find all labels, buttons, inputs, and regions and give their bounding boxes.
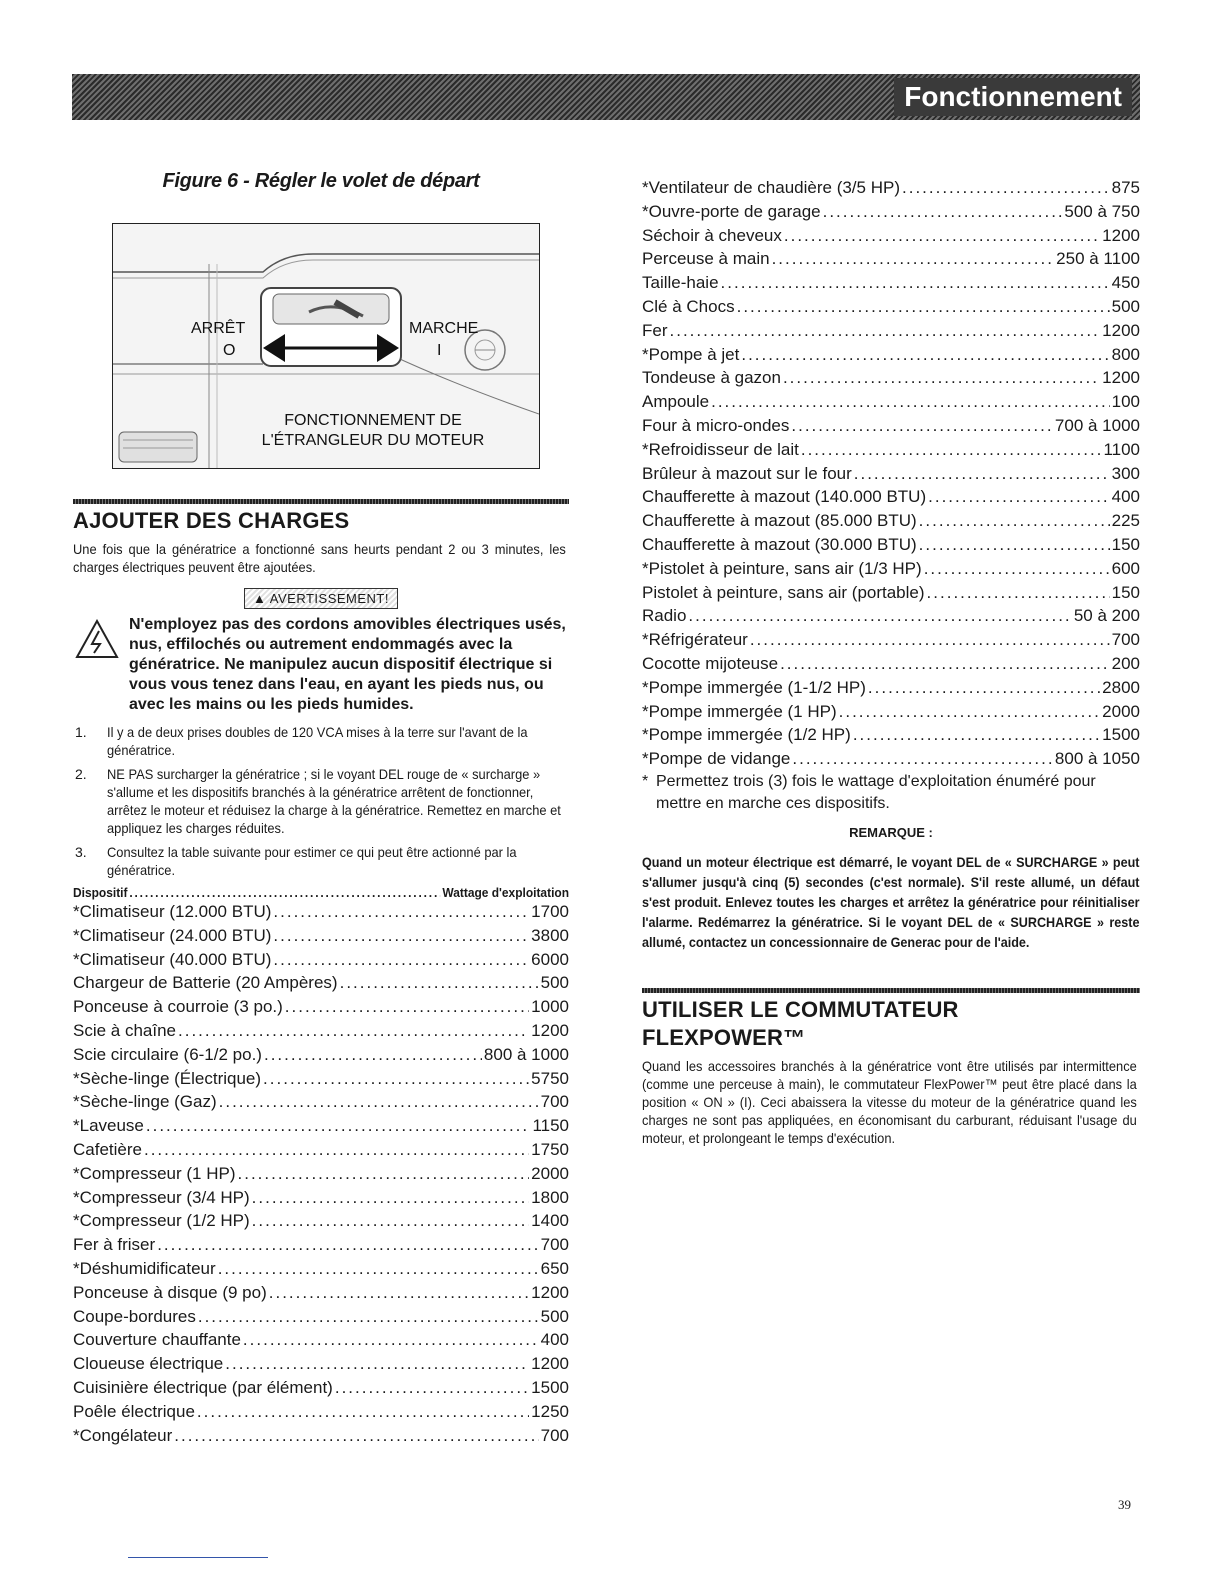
section-title: Fonctionnement xyxy=(894,78,1132,116)
table-row xyxy=(642,295,1140,319)
device-wattage: 1700 xyxy=(531,902,569,921)
device-wattage: 500 xyxy=(540,1306,569,1326)
remark-body: Quand un moteur électrique est démarré, le voyant DEL de « SURCHARGE » peut s'allumer jusqu'à cinq (5) secondes (c'est normale). S'il reste allumé, un défaut s'est produit. Enlevez toutes les charges et arrêtez la génératrice pour réinitialiser l'alarme. Redémarrez la génératrice. Si le voyant DEL de « SURCHARGE » reste allumé, contactez un concessionnaire de Generac pour de l'aide. xyxy=(642,853,1140,950)
device-name: Cuisinière électrique (par élément) xyxy=(73,1377,333,1397)
table-row xyxy=(73,1186,569,1210)
table-row xyxy=(73,1209,569,1233)
device-name: Couverture chauffante xyxy=(73,1330,241,1350)
device-name: Pistolet à peinture, sans air (portable) xyxy=(642,582,925,602)
table-row xyxy=(73,1376,569,1400)
device-name: *Climatiseur (40.000 BTU) xyxy=(73,949,272,969)
device-wattage: 1400 xyxy=(531,1211,569,1231)
device-wattage: 150 xyxy=(1111,534,1140,554)
device-wattage: 5750 xyxy=(531,1068,569,1088)
device-wattage: 1100 xyxy=(1103,439,1140,459)
device-wattage: 1000 xyxy=(531,997,569,1017)
figure-label-on-symbol: I xyxy=(437,342,442,359)
step-number: 1. xyxy=(75,724,87,740)
device-name: Chaufferette à mazout (30.000 BTU) xyxy=(642,534,917,554)
figure-label-bottom-line1: FONCTIONNEMENT DE xyxy=(284,412,462,429)
device-name: Tondeuse à gazon xyxy=(642,368,781,388)
device-name: Perceuse à main xyxy=(642,249,770,269)
device-name: Coupe-bordures xyxy=(73,1306,196,1326)
table-row xyxy=(642,200,1140,224)
device-wattage: 1150 xyxy=(532,1116,569,1136)
device-wattage: 2000 xyxy=(1102,701,1140,721)
device-wattage: 400 xyxy=(1111,487,1140,507)
device-name: Chaufferette à mazout (140.000 BTU) xyxy=(642,487,927,507)
device-wattage: 1500 xyxy=(1102,725,1140,745)
table-row xyxy=(73,1090,569,1114)
list-item xyxy=(73,765,569,837)
section-divider xyxy=(73,499,569,504)
device-name: Fer xyxy=(642,320,668,340)
table-row xyxy=(642,652,1140,676)
device-name: Cocotte mijoteuse xyxy=(642,653,779,673)
device-wattage: 700 xyxy=(540,1425,569,1445)
device-name: *Pompe immergée (1-1/2 HP) xyxy=(642,677,866,697)
device-wattage: 1200 xyxy=(1102,320,1140,340)
table-row xyxy=(73,1352,569,1376)
device-wattage: 500 à 750 xyxy=(1064,201,1140,221)
table-row xyxy=(642,366,1140,390)
table-row xyxy=(73,1281,569,1305)
device-wattage: 800 à 1000 xyxy=(483,1044,569,1064)
list-item xyxy=(73,843,569,879)
device-wattage: 6000 xyxy=(531,949,569,969)
warning-label: AVERTISSEMENT! xyxy=(269,591,389,606)
device-wattage: 1200 xyxy=(531,1020,569,1040)
table-row xyxy=(73,1400,569,1424)
device-name: Chaufferette à mazout (85.000 BTU) xyxy=(642,511,917,531)
table-row xyxy=(73,1162,569,1186)
table-row xyxy=(73,1257,569,1281)
device-wattage: 700 à 1000 xyxy=(1054,415,1140,435)
table-row xyxy=(73,924,569,948)
device-wattage: 2800 xyxy=(1102,677,1140,697)
table-row xyxy=(73,1043,569,1067)
device-wattage: 100 xyxy=(1111,392,1140,412)
device-name: Ampoule xyxy=(642,392,710,412)
device-name: Ponceuse à courroie (3 po.) xyxy=(73,997,283,1017)
device-wattage: 1800 xyxy=(531,1187,569,1207)
table-row xyxy=(642,462,1140,486)
steps-list xyxy=(73,723,569,879)
remark-title: REMARQUE : xyxy=(849,824,933,840)
device-name: *Climatiseur (24.000 BTU) xyxy=(73,925,272,945)
table-row xyxy=(642,604,1140,628)
device-name: *Pompe immergée (1/2 HP) xyxy=(642,725,851,745)
table-row xyxy=(73,1328,569,1352)
flexpower-title-line2: FLEXPOWER™ xyxy=(642,1024,806,1050)
device-wattage: 200 xyxy=(1111,653,1140,673)
table-row xyxy=(642,319,1140,343)
flexpower-title-line1: UTILISER LE COMMUTATEUR xyxy=(642,996,959,1022)
figure-label-bottom-line2: L'ÉTRANGLEUR DU MOTEUR xyxy=(261,432,485,449)
device-wattage: 700 xyxy=(1111,630,1140,650)
device-name: *Ouvre-porte de garage xyxy=(642,201,821,221)
table-row xyxy=(73,948,569,972)
device-wattage: 500 xyxy=(540,973,569,993)
device-name: *Climatiseur (12.000 BTU) xyxy=(73,902,272,921)
electrical-hazard-icon xyxy=(75,619,119,659)
device-wattage: 1250 xyxy=(531,1401,569,1421)
figure-label-on: MARCHE xyxy=(409,320,479,337)
device-name: *Ventilateur de chaudière (3/5 HP) xyxy=(642,178,900,197)
device-name: *Compresseur (3/4 HP) xyxy=(73,1187,250,1207)
table-row xyxy=(73,1019,569,1043)
device-name: *Pompe immergée (1 HP) xyxy=(642,701,837,721)
device-name: Séchoir à cheveux xyxy=(642,225,782,245)
device-wattage: 150 xyxy=(1111,582,1140,602)
table-row xyxy=(642,581,1140,605)
device-name: *Pompe à jet xyxy=(642,344,740,364)
device-name: Radio xyxy=(642,606,687,626)
add-loads-intro: Une fois que la génératrice a fonctionné sans heurts pendant 2 ou 3 minutes, les charges électriques peuvent être ajoutées. xyxy=(73,541,566,575)
table-row xyxy=(642,343,1140,367)
table-row xyxy=(642,533,1140,557)
table-row xyxy=(642,747,1140,771)
table-row xyxy=(642,176,1140,200)
device-wattage: 50 à 200 xyxy=(1073,606,1140,626)
table-row xyxy=(642,485,1140,509)
device-name: *Pistolet à peinture, sans air (1/3 HP) xyxy=(642,558,922,578)
device-name: Brûleur à mazout sur le four xyxy=(642,463,852,483)
device-name: Ponceuse à disque (9 po) xyxy=(73,1282,267,1302)
device-wattage: 1200 xyxy=(531,1354,569,1374)
device-name: Taille-haie xyxy=(642,273,719,293)
choke-figure xyxy=(112,223,540,469)
figure-label-off: ARRÊT xyxy=(191,320,246,337)
device-wattage: 1200 xyxy=(531,1282,569,1302)
page-number: 39 xyxy=(1118,1497,1131,1512)
step-number: 3. xyxy=(75,844,87,860)
device-name: Poêle électrique xyxy=(73,1401,195,1421)
device-wattage: 250 à 1100 xyxy=(1056,249,1140,269)
wattage-table-left xyxy=(73,900,569,1447)
device-wattage: 500 xyxy=(1111,296,1140,316)
table-row xyxy=(642,224,1140,248)
device-name: Fer à friser xyxy=(73,1235,156,1255)
device-wattage: 800 xyxy=(1111,344,1140,364)
table-row xyxy=(642,628,1140,652)
footnote-marker: * xyxy=(642,772,649,790)
device-name: *Compresseur (1/2 HP) xyxy=(73,1211,250,1231)
table-row xyxy=(73,1067,569,1091)
table-row xyxy=(73,1114,569,1138)
footer-rule xyxy=(128,1557,268,1558)
device-wattage: 1750 xyxy=(531,1139,569,1159)
device-name: *Laveuse xyxy=(73,1116,144,1136)
device-name: *Compresseur (1 HP) xyxy=(73,1163,236,1183)
device-wattage: 450 xyxy=(1111,273,1140,293)
footnote-line2: mettre en marche ces dispositifs. xyxy=(656,794,890,812)
table-row xyxy=(73,1424,569,1448)
table-row xyxy=(73,995,569,1019)
table-row xyxy=(642,247,1140,271)
device-wattage: 650 xyxy=(540,1258,569,1278)
footnote xyxy=(642,771,1140,815)
device-wattage: 3800 xyxy=(531,925,569,945)
table-row xyxy=(73,1305,569,1329)
table-row xyxy=(642,700,1140,724)
warning-badge xyxy=(244,588,398,609)
device-name: Chargeur de Batterie (20 Ampères) xyxy=(73,973,338,993)
device-name: Cloueuse électrique xyxy=(73,1354,224,1374)
table-row xyxy=(642,438,1140,462)
wattage-table-right xyxy=(642,176,1140,771)
warning-triangle-icon: ▲ xyxy=(253,591,267,606)
device-wattage: 600 xyxy=(1111,558,1140,578)
add-loads-title: AJOUTER DES CHARGES xyxy=(73,508,350,533)
device-wattage: 225 xyxy=(1111,511,1140,531)
device-name: Scie circulaire (6-1/2 po.) xyxy=(73,1044,262,1064)
table-row xyxy=(73,971,569,995)
table-row xyxy=(73,1138,569,1162)
table-row xyxy=(73,900,569,924)
device-name: *Pompe de vidange xyxy=(642,749,791,769)
step-text: Il y a de deux prises doubles de 120 VCA mises à la terre sur l'avant de la génératrice. xyxy=(107,724,528,758)
device-name: Cafetière xyxy=(73,1139,142,1159)
device-name: Four à micro-ondes xyxy=(642,415,790,435)
device-name: *Sèche-linge (Électrique) xyxy=(73,1068,262,1088)
list-item xyxy=(73,723,569,759)
device-wattage: 875 xyxy=(1111,178,1140,197)
table-row xyxy=(73,1233,569,1257)
device-name: *Déshumidificateur xyxy=(73,1258,216,1278)
step-number: 2. xyxy=(75,766,87,782)
figure-label-off-symbol: O xyxy=(223,342,236,359)
table-row xyxy=(642,557,1140,581)
device-wattage: 2000 xyxy=(531,1163,569,1183)
table-row xyxy=(642,271,1140,295)
warning-block xyxy=(73,615,569,715)
device-name: Clé à Chocs xyxy=(642,296,735,316)
device-column-header: Dispositif xyxy=(73,885,128,900)
device-wattage: 300 xyxy=(1111,463,1140,483)
table-row xyxy=(642,390,1140,414)
device-name: *Sèche-linge (Gaz) xyxy=(73,1092,217,1112)
section-divider xyxy=(642,988,1140,993)
device-name: *Congélateur xyxy=(73,1425,173,1445)
device-wattage: 1200 xyxy=(1102,368,1140,388)
step-text: Consultez la table suivante pour estimer ce qui peut être actionné par la génératrice. xyxy=(107,844,517,878)
device-wattage: 1500 xyxy=(531,1377,569,1397)
wattage-table-header xyxy=(73,885,569,900)
device-name: *Réfrigérateur xyxy=(642,630,748,650)
flexpower-body: Quand les accessoires branchés à la génératrice vont être utilisés par intermittence (comme une perceuse à main), le commutateur FlexPower™ peut être placé dans la position « ON » (I). Ceci abaissera la vitesse du moteur de la génératrice quand les charges ne sont pas appliquées, en économisant du carburant, réduisant l'usage du moteur, et prolongeant le temps d'exécution. xyxy=(642,1057,1137,1146)
device-wattage: 400 xyxy=(540,1330,569,1350)
table-row xyxy=(642,723,1140,747)
figure-caption: Figure 6 - Régler le volet de départ xyxy=(162,170,480,192)
table-row xyxy=(642,414,1140,438)
wattage-column-header: Wattage d'exploitation xyxy=(442,885,570,900)
table-row xyxy=(642,509,1140,533)
table-row xyxy=(642,676,1140,700)
device-wattage: 800 à 1050 xyxy=(1054,749,1140,769)
section-header-bar xyxy=(72,74,1140,120)
left-column xyxy=(73,170,569,1447)
warning-text: N'employez pas des cordons amovibles électriques usés, nus, effilochés ou autrement endommagés avec la génératrice. Ne manipulez aucun dispositif électrique si vous vous tenez dans l'eau, en ayant les pieds nus, ou avec les mains ou les pieds humides. xyxy=(129,616,566,713)
device-name: Scie à chaîne xyxy=(73,1020,177,1040)
device-wattage: 1200 xyxy=(1102,225,1140,245)
footnote-line1: Permettez trois (3) fois le wattage d'exploitation énuméré pour xyxy=(656,772,1096,790)
step-text: NE PAS surcharger la génératrice ; si le voyant DEL rouge de « surcharge » s'allume et les dispositifs branchés à la génératrice arrêtent de fonctionner, arrêtez le moteur et réduisez la charge à la génératrice. Remettez en marche et appliquez les charges réduites. xyxy=(107,766,561,836)
device-name: *Refroidisseur de lait xyxy=(642,439,799,459)
device-wattage: 700 xyxy=(540,1235,569,1255)
right-column xyxy=(642,176,1140,1147)
device-wattage: 700 xyxy=(540,1092,569,1112)
